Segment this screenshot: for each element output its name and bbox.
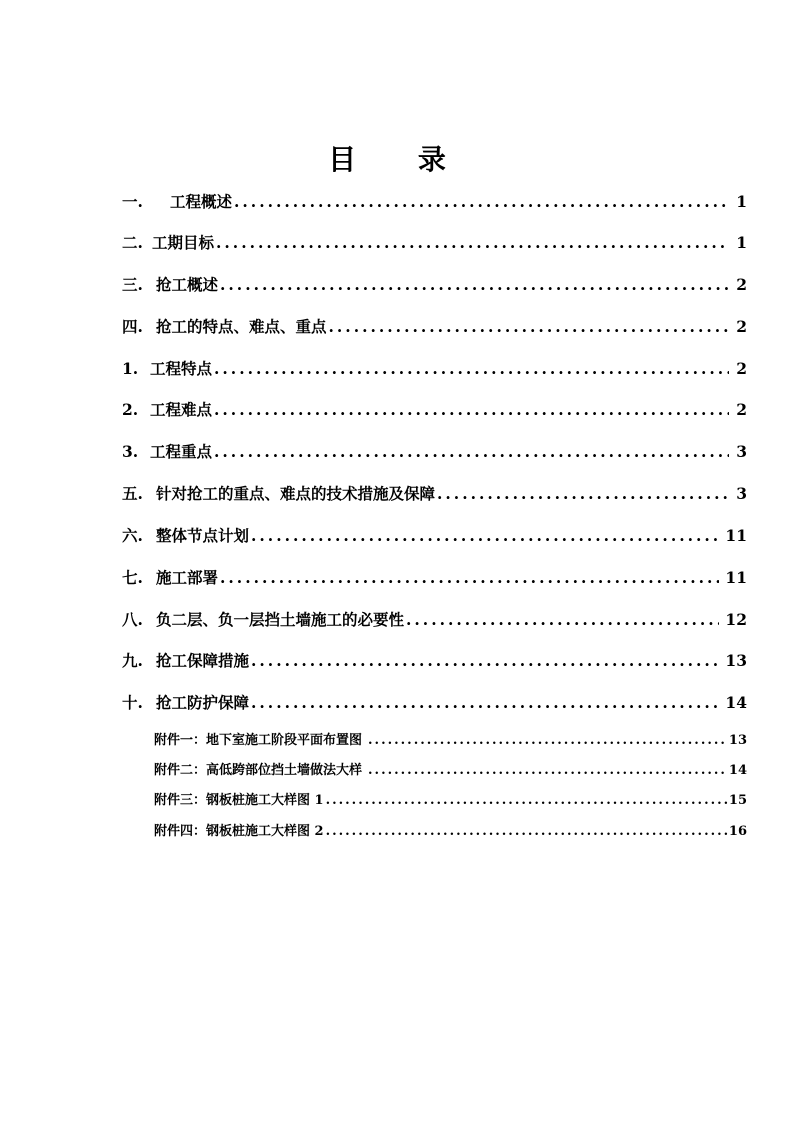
toc-entry[interactable] (122, 231, 747, 255)
toc-entry-label: 3. 工程重点 (122, 442, 213, 461)
toc-page-number: 1 (736, 233, 747, 252)
dot-leader (368, 731, 725, 751)
toc-entry[interactable] (122, 482, 747, 506)
toc-entry[interactable] (122, 608, 747, 632)
toc-entry[interactable] (122, 691, 747, 715)
page-title: 目 录 (328, 143, 472, 176)
dot-leader (251, 691, 719, 715)
toc-page-number: 15 (728, 793, 747, 808)
dot-leader (214, 357, 729, 381)
toc-attachment-entry[interactable] (154, 761, 747, 781)
dot-leader (368, 761, 725, 781)
dot-leader (214, 440, 729, 464)
toc-page-number: 12 (725, 610, 747, 629)
toc-entry[interactable] (122, 524, 747, 548)
toc-entry[interactable] (122, 273, 747, 297)
toc-attachment-entry[interactable] (154, 822, 747, 842)
toc-entry[interactable] (122, 649, 747, 673)
toc-entry-label: 九. 抢工保障措施 (122, 651, 250, 670)
toc-page-number: 3 (736, 484, 747, 503)
toc-page-number: 14 (728, 763, 747, 778)
toc-entry-label: 四. 抢工的特点、难点、重点 (122, 317, 327, 336)
dot-leader (326, 791, 729, 811)
toc-page-number: 1 (736, 192, 747, 211)
toc-entry[interactable] (122, 357, 747, 381)
toc-page-number: 16 (728, 824, 747, 839)
toc-page-number: 13 (728, 733, 747, 748)
toc-entry[interactable] (122, 190, 747, 214)
toc-entry-label: 七. 施工部署 (122, 568, 219, 587)
dot-leader (437, 482, 729, 506)
toc-page-number: 2 (736, 400, 747, 419)
toc-page-number: 14 (725, 693, 747, 712)
toc-page-number: 2 (736, 359, 747, 378)
toc-entry[interactable] (122, 566, 747, 590)
dot-leader (214, 398, 729, 422)
toc-entry-label: 二. 工期目标 (122, 233, 215, 252)
toc-attachment-entry[interactable] (154, 791, 747, 811)
toc-entry[interactable] (122, 398, 747, 422)
toc-entry-label: 附件二：高低跨部位挡土墙做法大样 (154, 763, 363, 778)
toc-entry-label: 一. 工程概述 (122, 192, 233, 211)
toc-page-number: 2 (736, 275, 747, 294)
toc-entry[interactable] (122, 440, 747, 464)
toc-attachment-entry[interactable] (154, 731, 747, 751)
toc-page-number: 2 (736, 317, 747, 336)
toc-entry-label: 三. 抢工概述 (122, 275, 219, 294)
toc-entry-label: 十. 抢工防护保障 (122, 693, 250, 712)
toc-page-number: 3 (736, 442, 747, 461)
toc-page-number: 13 (725, 651, 747, 670)
toc-page-number: 11 (725, 526, 747, 545)
toc-entry-label: 附件四：钢板桩施工大样图 2 (154, 824, 324, 839)
dot-leader (220, 566, 719, 590)
toc-entry-label: 附件一：地下室施工阶段平面布置图 (154, 733, 363, 748)
toc-entry-label: 1. 工程特点 (122, 359, 213, 378)
dot-leader (406, 608, 719, 632)
toc-entry-label: 附件三：钢板桩施工大样图 1 (154, 793, 324, 808)
dot-leader (251, 524, 719, 548)
dot-leader (251, 649, 719, 673)
toc-entry[interactable] (122, 315, 747, 339)
dot-leader (329, 315, 729, 339)
dot-leader (220, 273, 729, 297)
toc-entry-label: 八. 负二层、负一层挡土墙施工的必要性 (122, 610, 405, 629)
toc-entry-label: 六. 整体节点计划 (122, 526, 250, 545)
dot-leader (216, 231, 729, 255)
toc-entry-label: 2. 工程难点 (122, 400, 213, 419)
toc-page-number: 11 (725, 568, 747, 587)
dot-leader (234, 190, 729, 214)
toc-entry-label: 五. 针对抢工的重点、难点的技术措施及保障 (122, 484, 436, 503)
dot-leader (326, 822, 729, 842)
